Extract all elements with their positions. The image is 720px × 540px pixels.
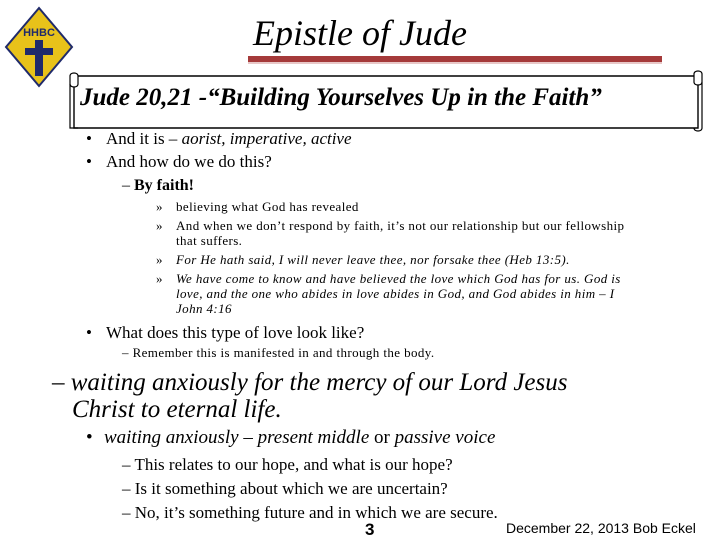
bullet-glyph: • (86, 152, 92, 171)
voice-italic-1: waiting anxiously – present middle (104, 427, 370, 448)
sub-bullet-by-faith (122, 177, 194, 195)
item-fellowship (156, 219, 624, 232)
bullet-glyph: • (86, 323, 92, 342)
dash-glyph: – (122, 503, 131, 522)
footer-date: December 22, 2013 Bob Eckel (506, 520, 696, 536)
bullet-voice (86, 427, 495, 449)
sub-bullet-text: Remember this is manifested in and through the body. (132, 345, 435, 360)
bullet-text: And how do we do this? (106, 152, 272, 171)
dash-glyph: – (122, 455, 131, 474)
voice-or: or (369, 427, 395, 448)
dash-secure (122, 503, 498, 523)
scroll-heading: Jude 20,21 -“Building Yourselves Up in the Faith” (80, 84, 602, 111)
item-text: We have come to know and have believed the love which God has for us. God is (176, 271, 621, 286)
dash-glyph: – (122, 177, 130, 194)
raquo-glyph: » (156, 218, 163, 233)
bullet-love-question (86, 323, 364, 343)
item-text: For He hath said, I will never leave thee, nor forsake thee (Heb 13:5). (176, 252, 570, 267)
dash-uncertain (122, 479, 448, 499)
bullet-glyph: • (86, 129, 92, 148)
item-hebrews (156, 253, 570, 266)
raquo-glyph: » (156, 271, 163, 286)
bullet-aorist (86, 129, 352, 149)
section-waiting-cont: Christ to eternal life. (72, 396, 282, 423)
logo-text: HHBC (23, 27, 55, 39)
raquo-glyph: » (156, 252, 163, 267)
voice-italic-2: passive voice (394, 427, 496, 448)
dash-glyph: – (52, 369, 65, 396)
item-text: And when we don’t respond by faith, it’s not our relationship but our fellowship (176, 218, 625, 233)
section-text: waiting anxiously for the mercy of our Lord Jesus (70, 369, 568, 396)
page-number: 3 (365, 520, 375, 539)
dash-text: This relates to our hope, and what is our hope? (134, 455, 453, 474)
dash-glyph: – (122, 479, 131, 498)
dash-text: No, it’s something future and in which we are secure. (134, 503, 498, 522)
sub-bullet-body (122, 346, 435, 359)
raquo-glyph: » (156, 199, 163, 214)
bullet-text: What does this type of love look like? (106, 323, 365, 342)
dash-glyph: – (122, 345, 129, 360)
item-text: believing what God has revealed (176, 199, 359, 214)
bullet-how (86, 152, 272, 172)
item-love-cont2: John 4:16 (176, 301, 232, 316)
slide-title: Epistle of Jude (253, 13, 467, 53)
dash-hope (122, 455, 453, 475)
dash-text: Is it something about which we are uncertain? (134, 479, 448, 498)
item-love (156, 272, 621, 285)
section-waiting (52, 368, 567, 397)
item-love-cont1: love, and the one who abides in love abides in God, and God abides in him – I (176, 286, 615, 301)
bullet-glyph: • (86, 427, 93, 448)
bullet-italic-text: aorist, imperative, active (181, 129, 352, 148)
sub-bullet-text: By faith! (134, 177, 194, 194)
item-believing (156, 200, 359, 213)
item-fellowship-cont: that suffers. (176, 233, 243, 248)
bullet-text: And it is – (106, 129, 182, 148)
title-underline (248, 56, 662, 64)
